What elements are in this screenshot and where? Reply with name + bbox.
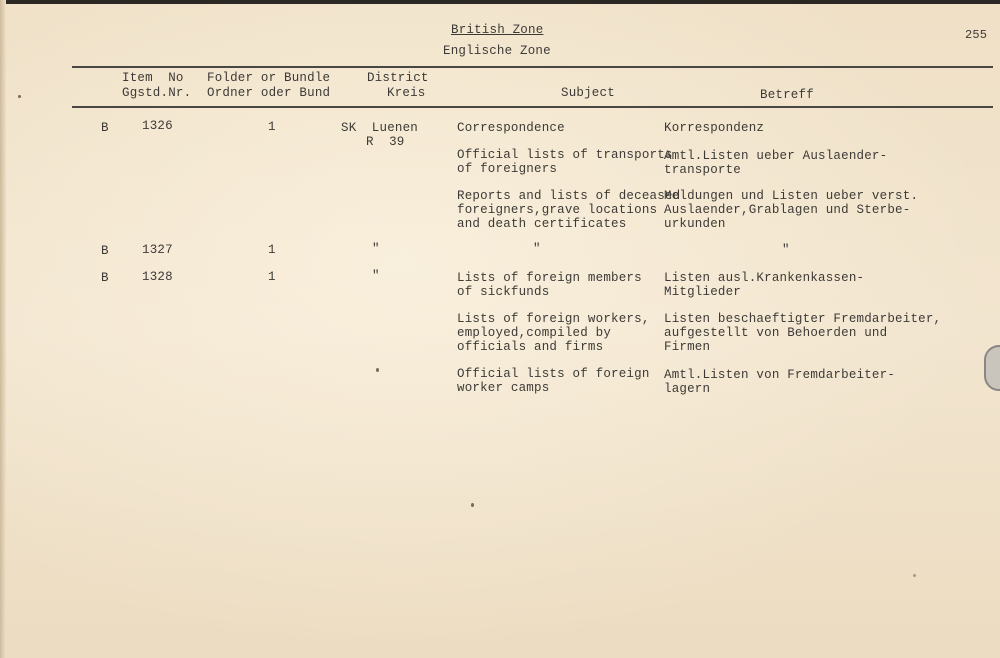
row-folder: 1 — [268, 120, 276, 134]
zone-subtitle: Englische Zone — [443, 44, 551, 58]
row-folder: 1 — [268, 243, 276, 257]
scan-top-border — [0, 0, 1000, 4]
row-item-no: 1328 — [142, 270, 173, 284]
col-item-no-en: Item No — [122, 71, 184, 85]
row-betreff: Meldungen und Listen ueber verst. Auslaender,Grablagen und Sterbe- urkunden — [664, 189, 919, 231]
row-betreff: Amtl.Listen ueber Auslaender- transporte — [664, 149, 888, 177]
row-betreff: Listen ausl.Krankenkassen- Mitglieder — [664, 271, 865, 299]
row-district-ditto: " — [372, 242, 380, 256]
row-subject: Lists of foreign workers, employed,compiled by officials and firms — [457, 312, 650, 354]
row-district: SK Luenen — [341, 121, 419, 135]
row-series: B — [101, 121, 109, 135]
row-betreff: Listen beschaeftigter Fremdarbeiter, aufgestellt von Behoerden und Firmen — [664, 312, 942, 354]
page-left-edge — [0, 0, 6, 658]
paper-speck — [913, 574, 916, 577]
header-bottom-rule — [72, 106, 993, 108]
header-top-rule — [72, 66, 993, 68]
page-number: 255 — [965, 28, 988, 42]
row-series: B — [101, 271, 109, 285]
row-subject: Reports and lists of deceased foreigners,grave locations and death certificates — [457, 189, 681, 231]
paper-speck — [471, 503, 474, 507]
row-item-no: 1326 — [142, 119, 173, 133]
row-betreff-ditto: " — [782, 243, 790, 257]
row-betreff: Korrespondenz — [664, 121, 765, 135]
col-betreff: Betreff — [760, 88, 814, 102]
col-item-no-de: Ggstd.Nr. — [122, 86, 192, 100]
row-subject: Lists of foreign members of sickfunds — [457, 271, 642, 299]
zone-title: British Zone — [451, 23, 544, 37]
col-district-de: Kreis — [387, 86, 426, 100]
row-item-no: 1327 — [142, 243, 173, 257]
row-betreff: Amtl.Listen von Fremdarbeiter- lagern — [664, 368, 896, 396]
col-folder-en: Folder or Bundle — [207, 71, 331, 85]
col-subject: Subject — [561, 86, 615, 100]
paper-speck — [18, 95, 21, 98]
col-folder-de: Ordner oder Bund — [207, 86, 331, 100]
row-subject: Official lists of transports of foreigners — [457, 148, 673, 176]
paper-speck — [376, 368, 379, 372]
row-subject: Correspondence — [457, 121, 565, 135]
row-district-code: R 39 — [366, 135, 405, 149]
row-subject: Official lists of foreign worker camps — [457, 367, 650, 395]
binder-clip — [984, 345, 1000, 391]
row-series: B — [101, 244, 109, 258]
row-district-ditto: " — [372, 269, 380, 283]
row-folder: 1 — [268, 270, 276, 284]
col-district-en: District — [367, 71, 429, 85]
row-subject-ditto: " — [533, 242, 541, 256]
